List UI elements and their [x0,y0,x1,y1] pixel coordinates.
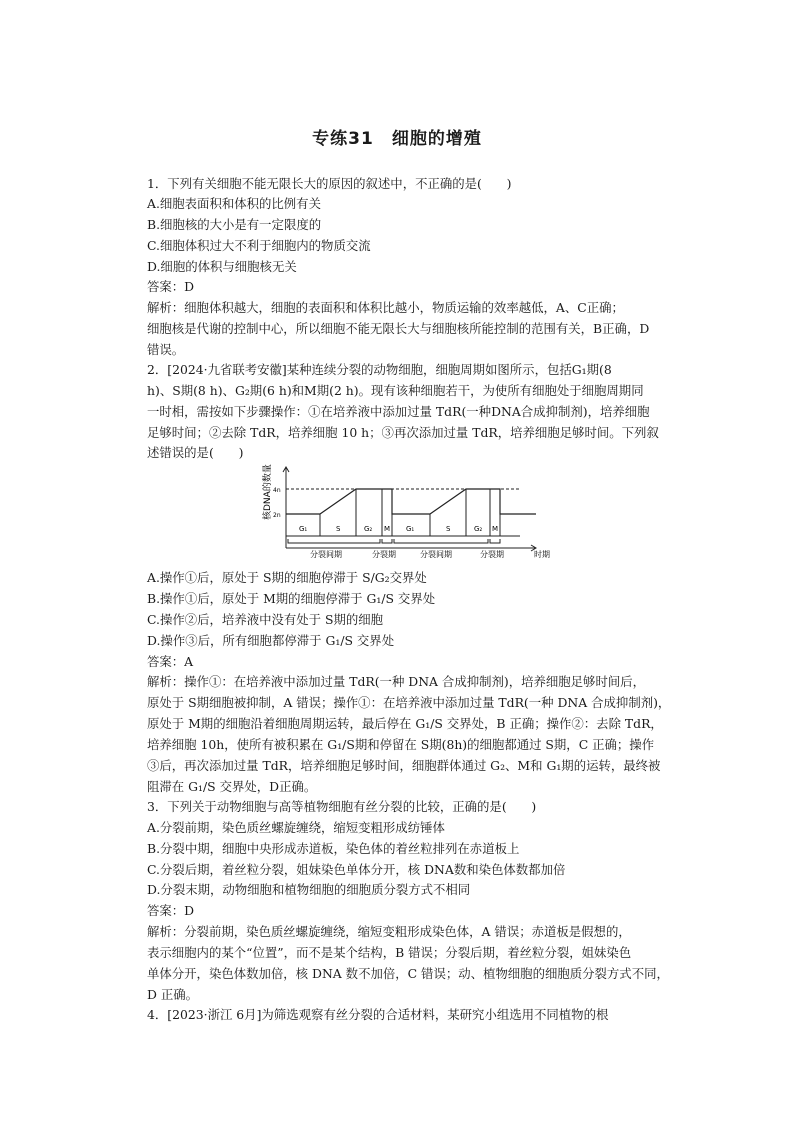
phase-label: S [446,525,451,533]
q2-option-c: C.操作②后，培养液中没有处于 S期的细胞 [147,612,384,627]
q2-analysis-line: 培养细胞 10h，使所有被积累在 G₁/S期和停留在 S期(8h)的细胞都通过 S期，C 正确；操作 [147,737,655,752]
phase-label: G₂ [474,525,483,533]
q1-option-d: D.细胞的体积与细胞核无关 [147,259,297,274]
x-axis-label: 时期 [534,550,550,559]
q3-answer: 答案：D [147,903,195,918]
q2-analysis-line: 原处于 S期细胞被抑制，A 错误；操作①：在培养液中添加过量 TdR(一种 DNA 合成抑制剂)， [147,695,671,710]
q3-analysis-line: D 正确。 [147,987,199,1002]
q3-stem: 3．下列关于动物细胞与高等植物细胞有丝分裂的比较，正确的是( ) [147,799,537,814]
q1-option-b: B.细胞核的大小是有一定限度的 [147,217,322,232]
q2-analysis-line: ③后，再次添加过量 TdR，培养细胞足够时间，细胞群体通过 G₂、M和 G₁期的运转，最终被 [147,758,661,773]
y-tick-2n: 2n [273,512,281,519]
q3-option-d: D.分裂末期，动物细胞和植物细胞的细胞质分裂方式不相同 [147,882,471,897]
q1-analysis-line: 解析：细胞体积越大，细胞的表面积和体积比越小，物质运输的效率越低，A、C正确； [147,300,624,315]
q1-answer: 答案：D [147,279,195,294]
mphase-bracket [490,539,500,543]
mphase-bracket [382,539,392,543]
q1-analysis-line: 细胞核是代谢的控制中心，所以细胞不能无限长大与细胞核所能控制的范围有关，B正确，D [147,321,650,336]
q3-analysis-line: 表示细胞内的某个“位置”，而不是某个结构，B 错误；分裂后期，着丝粒分裂，姐妹染色 [147,945,632,960]
q3-analysis-line: 单体分开，染色体数加倍，核 DNA 数不加倍，C 错误；动、植物细胞的细胞质分裂方式不同， [147,966,669,981]
q2-option-d: D.操作③后，所有细胞都停滞于 G₁/S 交界处 [147,633,395,648]
interphase-bracket [288,539,380,543]
period-label: 分裂间期 [420,550,452,559]
cell-cycle-figure [258,464,558,564]
q2-option-a: A.操作①后，原处于 S期的细胞停滞于 S/G₂交界处 [147,570,427,585]
period-label: 分裂期 [480,550,504,559]
q3-analysis-line: 解析：分裂前期，染色质丝螺旋缠绕，缩短变粗形成染色体，A 错误；赤道板是假想的， [147,924,631,939]
page-title: 专练31 细胞的增殖 [312,129,482,149]
q2-answer: 答案：A [147,654,194,669]
q3-option-c: C.分裂后期，着丝粒分裂，姐妹染色单体分开，核 DNA数和染色体数都加倍 [147,862,566,877]
q3-option-a: A.分裂前期，染色质丝螺旋缠绕，缩短变粗形成纺锤体 [147,820,445,835]
q4-stem: 4．[2023·浙江 6月]为筛选观察有丝分裂的合适材料，某研究小组选用不同植物的根 [147,1007,609,1022]
q2-analysis-line: 原处于 M期的细胞沿着细胞周期运转，最后停在 G₁/S 交界处，B 正确；操作②：去除 TdR， [147,716,663,731]
q1-option-a: A.细胞表面积和体积的比例有关 [147,196,321,211]
interphase-bracket [394,539,488,543]
y-axis-label: 核DNA的数量 [263,464,273,520]
q1-option-c: C.细胞体积过大不利于细胞内的物质交流 [147,238,371,253]
q2-analysis-line: 解析：操作①：在培养液中添加过量 TdR(一种 DNA 合成抑制剂)，培养细胞足够时间后， [147,674,646,689]
phase-label: G₁ [299,525,308,533]
dna-curve [286,489,536,514]
phase-label: G₁ [406,525,415,533]
phase-label: S [336,525,341,533]
q1-analysis-line: 错误。 [147,342,185,357]
q2-stem-line: 足够时间；②去除 TdR，培养细胞 10 h；③再次添加过量 TdR，培养细胞足够时间。下列叙 [147,425,659,440]
q2-stem-line: 一时相，需按如下步骤操作：①在培养液中添加过量 TdR(一种DNA合成抑制剂)，培养细胞 [147,404,650,419]
y-tick-4n: 4n [273,487,281,494]
q3-option-b: B.分裂中期，细胞中央形成赤道板，染色体的着丝粒排列在赤道板上 [147,841,520,856]
period-label: 分裂期 [372,550,396,559]
period-label: 分裂间期 [310,550,342,559]
q2-analysis-line: 阻滞在 G₁/S 交界处，D正确。 [147,779,317,794]
q2-option-b: B.操作①后，原处于 M期的细胞停滞于 G₁/S 交界处 [147,591,436,606]
phase-label: M [384,525,391,533]
q2-stem-line: h)、S期(8 h)、G₂期(6 h)和M期(2 h)。现有该种细胞若干，为使所有细胞处于细胞周期同 [147,383,644,398]
phase-label: M [492,525,499,533]
q1-stem: 1．下列有关细胞不能无限长大的原因的叙述中，不正确的是( ) [147,176,512,191]
phase-label: G₂ [364,525,373,533]
q2-stem-line: 述错误的是( ) [147,445,244,460]
q2-stem-line: 2．[2024·九省联考安徽]某种连续分裂的动物细胞，细胞周期如图所示，包括G₁期(8 [147,362,612,377]
